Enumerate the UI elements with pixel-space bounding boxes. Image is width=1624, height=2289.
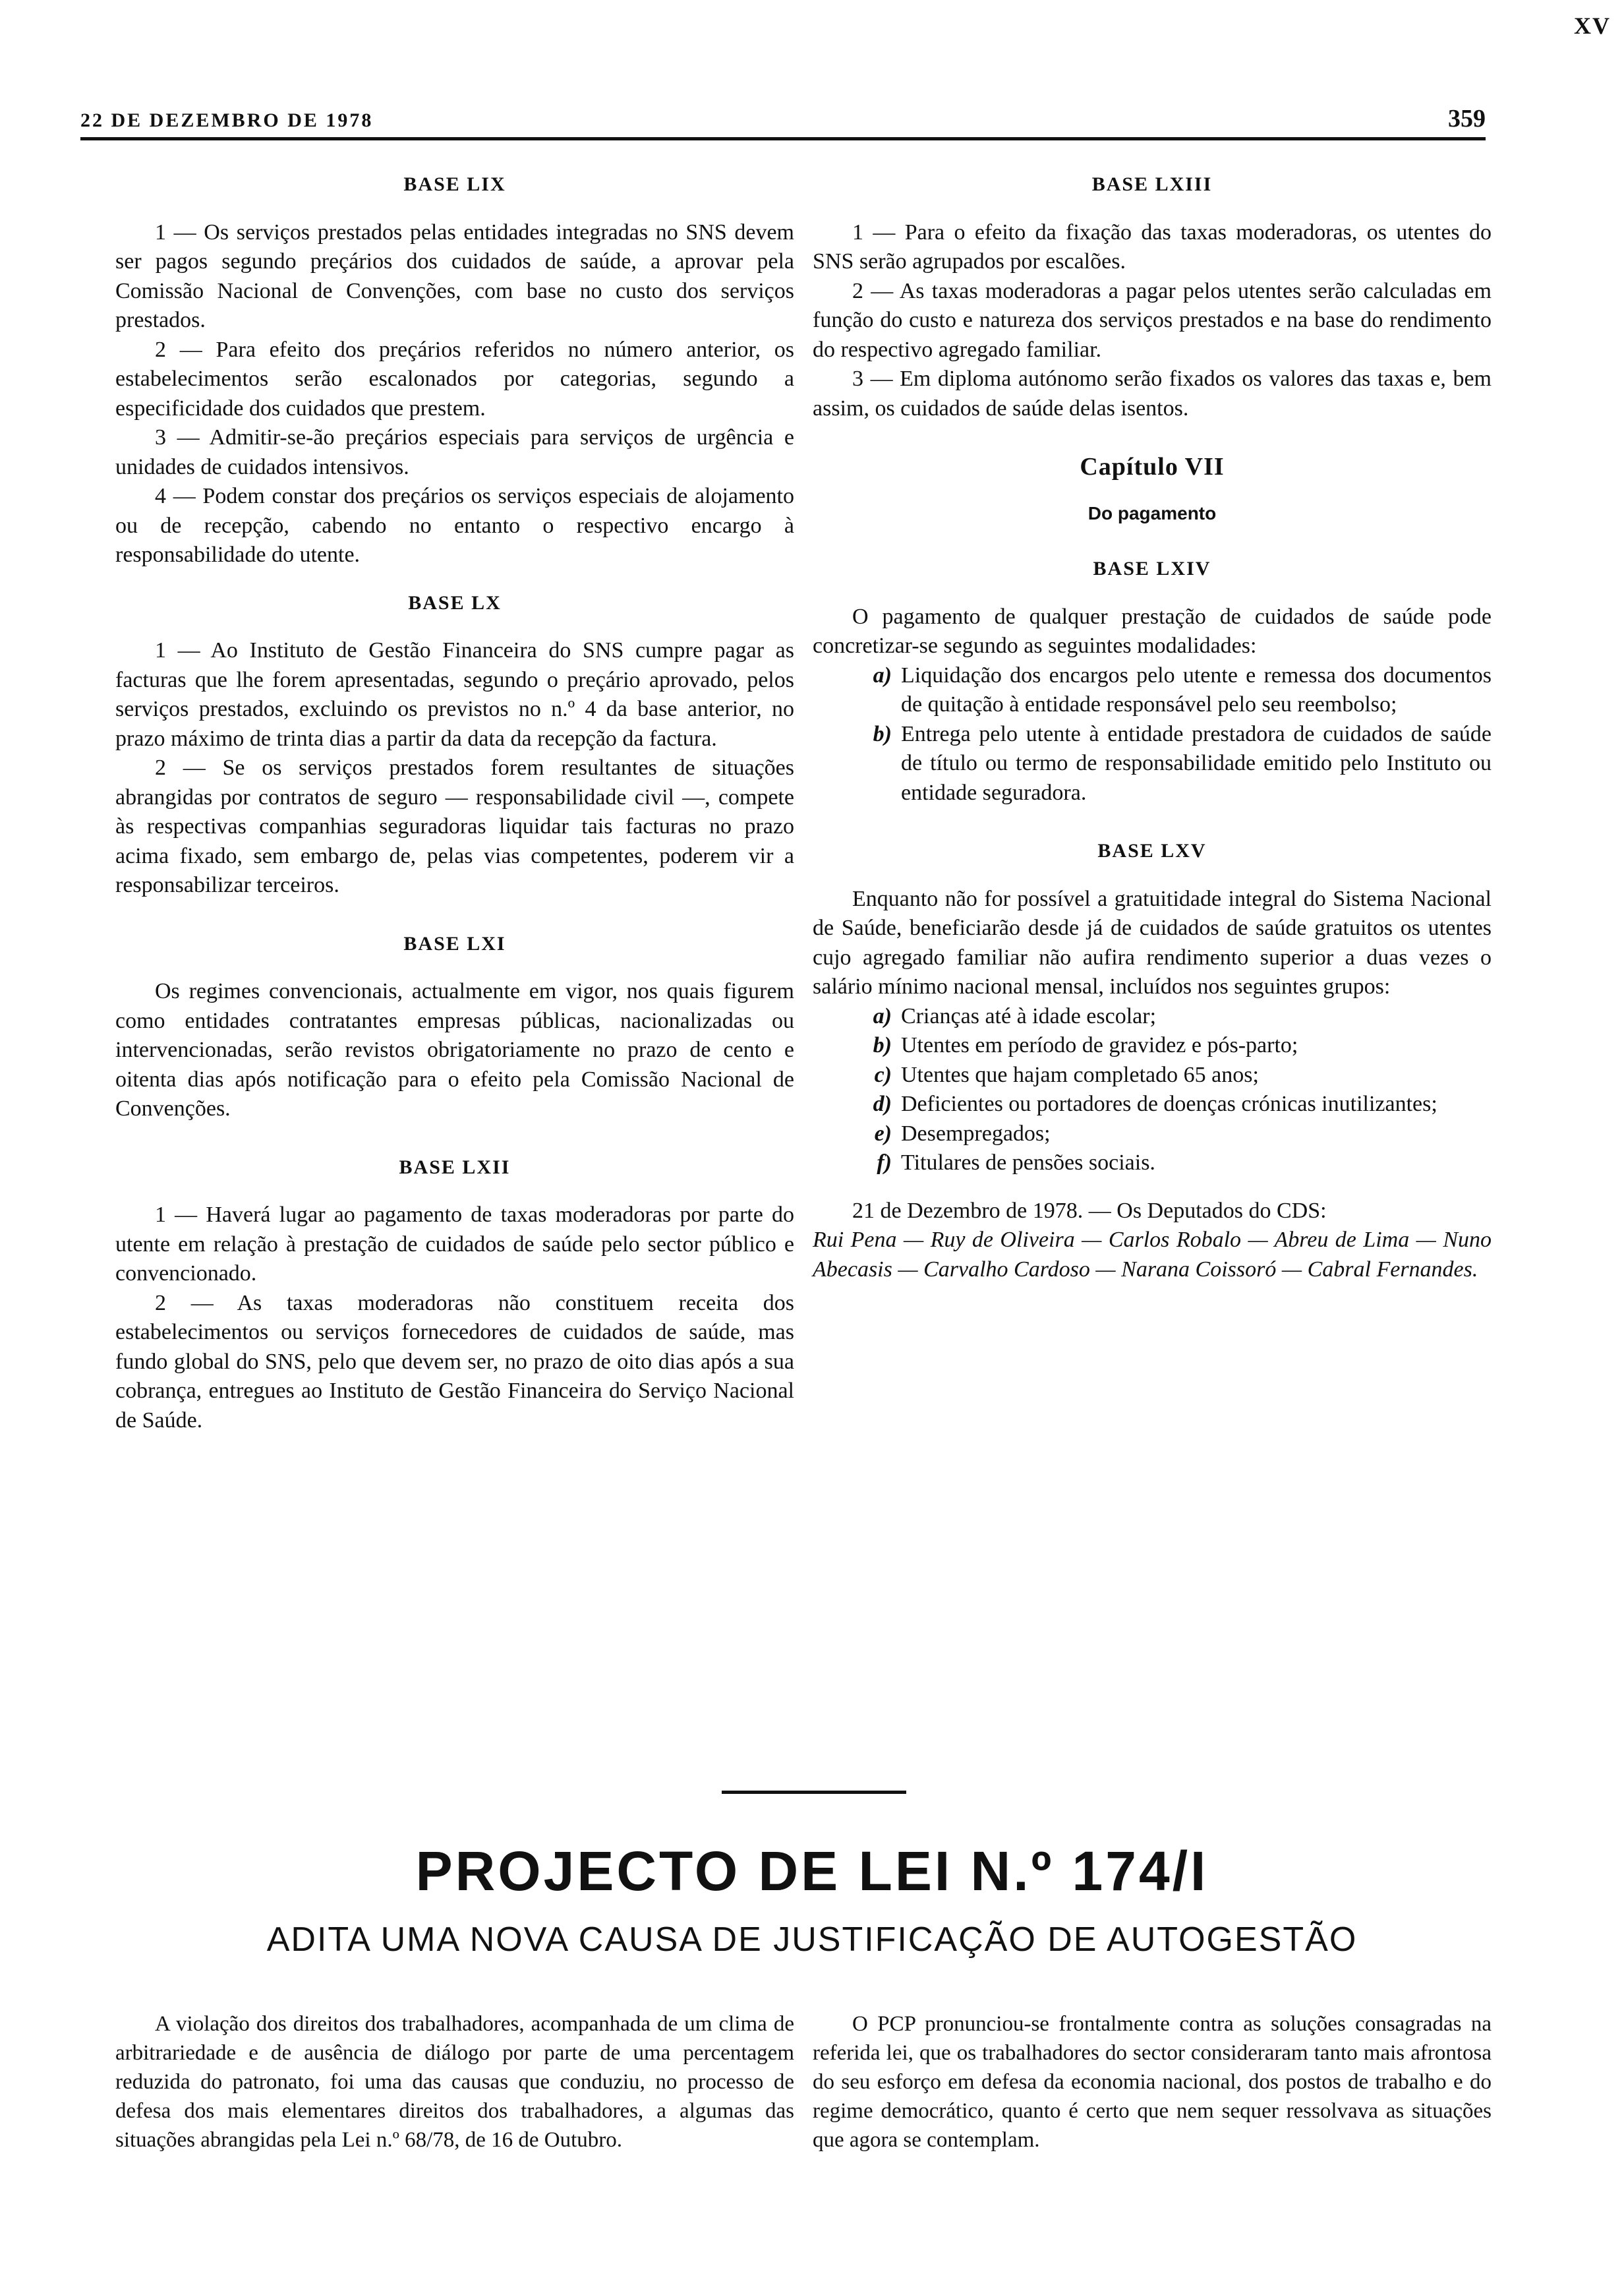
chapter-vii (813, 452, 1492, 528)
chapter-subtitle: Do pagamento (1088, 502, 1217, 523)
list-item (852, 1119, 1492, 1149)
law-right-column (813, 2009, 1492, 2155)
base-lxiii-paragraph-3: 3 — Em diploma autónomo serão fixados os valores das taxas e, bem assim, os cuidados de saúde delas isentos. (813, 367, 1492, 421)
base-lxi-title: BASE LXI (403, 932, 506, 955)
law-title: PROJECTO DE LEI N.º 174/I (415, 1840, 1209, 1902)
list-text: Entrega pelo utente à entidade prestadora de cuidados de saúde de título ou termo de responsabilidade emitido pelo Instituto ou entidade seguradora. (901, 721, 1492, 805)
list-text: Titulares de pensões sociais. (901, 1150, 1155, 1175)
list-marker: f) (877, 1150, 892, 1175)
base-lx-paragraph-1: 1 — Ao Instituto de Gestão Financeira do SNS cumpre pagar as facturas que lhe forem apresentadas, segundo o preçário aprovado, pelos serviços prestados, excluindo os previstos no n.º 4 da base anterior, no prazo máximo de trinta dias a partir da data da recepção da factura. (115, 638, 794, 751)
base-lxii (115, 1153, 794, 1436)
base-lxiii (813, 170, 1492, 423)
list-item (852, 1002, 1492, 1032)
list-item (852, 1061, 1492, 1090)
list-marker: e) (874, 1121, 892, 1146)
base-lxiv-intro: O pagamento de qualquer prestação de cuidados de saúde pode concretizar-se segundo as seguintes modalidades: (813, 604, 1492, 658)
list-marker: d) (873, 1092, 892, 1116)
base-lix (115, 170, 794, 570)
left-column (115, 170, 794, 1435)
closing-date-line: 21 de Dezembro de 1978. — Os Deputados do CDS: (852, 1198, 1327, 1223)
base-lxiii-title: BASE LXIII (1091, 173, 1213, 195)
base-lxv-intro: Enquanto não for possível a gratuitidade integral do Sistema Nacional de Saúde, beneficiarão desde já de cuidados de saúde gratuitos os utentes cujo agregado familiar não aufira rendimento superior a duas vezes o salário mínimo nacional mensal, incluídos nos seguintes grupos: (813, 886, 1492, 999)
list-text: Utentes que hajam completado 65 anos; (901, 1062, 1259, 1087)
law-right-paragraph: O PCP pronunciou-se frontalmente contra as soluções consagradas na referida lei, que os trabalhadores do sector consideraram tanto mais afrontosa do seu esforço em defesa da economia nacional, dos postos de trabalho e do regime democrático, quanto é certo que nem sequer ressolvava as situações que agora se contemplam. (813, 2012, 1492, 2152)
page-roman-numeral: XV (1574, 13, 1611, 39)
list-text: Deficientes ou portadores de doenças crónicas inutilizantes; (901, 1092, 1437, 1116)
base-lx (115, 589, 794, 901)
base-lxii-paragraph-2: 2 — As taxas moderadoras não constituem receita dos estabelecimentos ou serviços fornecedores de cuidados de saúde, mas fundo global do SNS, pelo que devem ser, no prazo de oito dias após a sua cobrança, entregues ao Instituto de Gestão Financeira do Serviço Nacional de Saúde. (115, 1290, 794, 1433)
list-item (852, 1031, 1492, 1061)
right-column (813, 170, 1492, 1284)
closing-signatures: Rui Pena — Ruy de Oliveira — Carlos Robalo — Abreu de Lima — Nuno Abecasis — Carvalho Cardoso — Narana Coissoró — Cabral Fernandes. (813, 1228, 1492, 1282)
base-lxiv-list (852, 661, 1492, 808)
chapter-title: Capítulo VII (1080, 453, 1225, 481)
base-lix-title: BASE LIX (403, 173, 506, 195)
list-item (852, 1090, 1492, 1119)
base-lx-paragraph-2: 2 — Se os serviços prestados forem resultantes de situações abrangidas por contratos de seguro — responsabilidade civil —, compete às respectivas companhias seguradoras liquidar tais facturas no prazo acima fixado, sem embargo de, pelas vias competentes, poderem vir a responsabilizar terceiros. (115, 756, 794, 897)
base-lix-paragraph-4: 4 — Podem constar dos preçários os serviços especiais de alojamento ou de recepção, cabendo no entanto o respectivo encargo à responsabilidade do utente. (115, 484, 794, 567)
list-marker: b) (873, 1033, 892, 1057)
base-lxiv-title: BASE LXIV (1093, 558, 1211, 580)
list-item (852, 661, 1492, 720)
list-text: Crianças até à idade escolar; (901, 1003, 1157, 1028)
base-lxi (115, 930, 794, 1124)
base-lix-paragraph-1: 1 — Os serviços prestados pelas entidades integradas no SNS devem ser pagos segundo preçários dos cuidados de saúde, a aprovar pela Comissão Nacional de Convenções, com base no custo dos serviços prestados. (115, 220, 794, 332)
list-text: Utentes em período de gravidez e pós-parto; (901, 1033, 1298, 1057)
list-item (852, 1148, 1492, 1178)
list-marker: a) (873, 663, 892, 688)
header-date: 22 DE DEZEMBRO DE 1978 (80, 109, 374, 131)
base-lxv (813, 837, 1492, 1178)
law-left-paragraph: A violação dos direitos dos trabalhadores, acompanhada de um clima de arbitrariedade e de ausência de diálogo por parte de uma percentagem reduzida do patronato, foi uma das causas que conduziu, no processo de defesa dos mais elementares direitos dos trabalhadores, a algumas das situações abrangidas pela Lei n.º 68/78, de 16 de Outubro. (115, 2012, 794, 2152)
section-divider (722, 1791, 906, 1794)
base-lxi-paragraph-1: Os regimes convencionais, actualmente em vigor, nos quais figurem como entidades contratantes empresas públicas, nacionalizadas ou intervencionadas, serão revistos obrigatoriamente no prazo de cento e oitenta dias após notificação para o efeito pela Comissão Nacional de Convenções. (115, 979, 794, 1121)
base-lxiii-paragraph-2: 2 — As taxas moderadoras a pagar pelos utentes serão calculadas em função do custo e natureza dos serviços prestados e na base do rendimento do respectivo agregado familiar. (813, 278, 1492, 362)
base-lxii-title: BASE LXII (399, 1156, 511, 1178)
list-marker: b) (873, 721, 892, 746)
list-item (852, 720, 1492, 808)
law-subtitle: ADITA UMA NOVA CAUSA DE JUSTIFICAÇÃO DE AUTOGESTÃO (266, 1920, 1358, 1959)
list-text: Liquidação dos encargos pelo utente e remessa dos documentos de quitação à entidade responsável pelo seu reembolso; (901, 663, 1492, 717)
base-lxv-list (852, 1002, 1492, 1178)
base-lix-paragraph-3: 3 — Admitir-se-ão preçários especiais para serviços de urgência e unidades de cuidados intensivos. (115, 425, 794, 479)
law-left-column (115, 2009, 794, 2155)
list-marker: c) (874, 1062, 892, 1087)
base-lxii-paragraph-1: 1 — Haverá lugar ao pagamento de taxas moderadoras por parte do utente em relação à prestação de cuidados de saúde pelo sector público e convencionado. (115, 1203, 794, 1286)
page-number: 359 (1448, 105, 1486, 133)
base-lix-paragraph-2: 2 — Para efeito dos preçários referidos no número anterior, os estabelecimentos serão escalonados por categorias, segundo a especificidade dos cuidados que prestem. (115, 337, 794, 421)
base-lxiv (813, 554, 1492, 808)
list-text: Desempregados; (901, 1121, 1051, 1146)
page-header (80, 92, 1486, 140)
base-lxiii-paragraph-1: 1 — Para o efeito da fixação das taxas moderadoras, os utentes do SNS serão agrupados por escalões. (813, 220, 1492, 274)
base-lxv-title: BASE LXV (1097, 840, 1207, 862)
list-marker: a) (873, 1003, 892, 1028)
base-lx-title: BASE LX (408, 591, 502, 614)
closing (813, 1197, 1492, 1285)
